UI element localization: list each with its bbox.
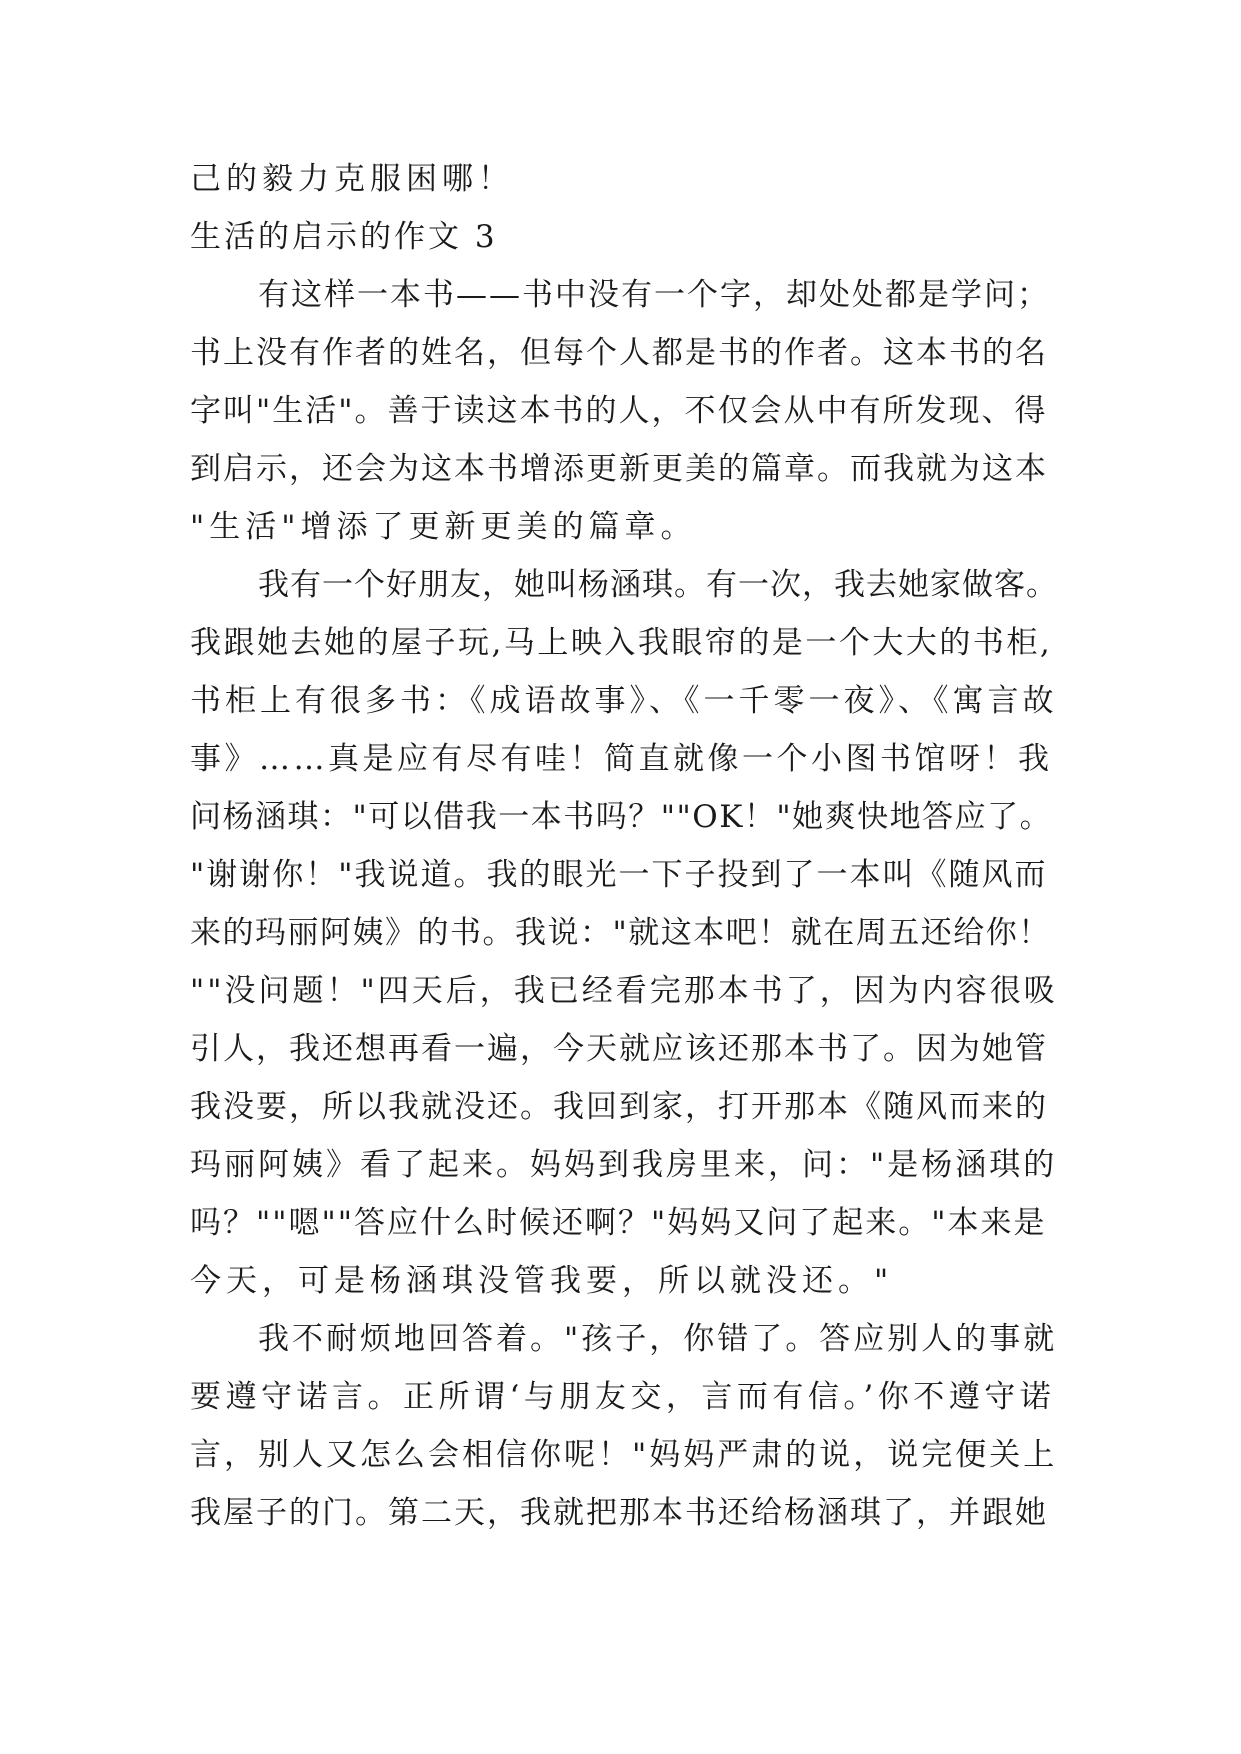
paragraph-line: 书上没有作者的姓名，但每个人都是书的作者。这本书的名 [190,335,1048,371]
paragraph-line: 来的玛丽阿姨》的书。我说："就这本吧！就在周五还给你！ [190,915,1051,951]
paragraph-line: 我没要，所以我就没还。我回到家，打开那本《随风而来的 [190,1089,1048,1125]
paragraph-2 [190,556,1060,1310]
essay-title: 生活的启示的作文 3 [190,219,498,255]
paragraph-line: 我屋子的门。第二天，我就把那本书还给杨涵琪了，并跟她 [190,1495,1048,1531]
paragraph-line: 要遵守诺言。正所谓‘与朋友交，言而有信。’你不遵守诺 [190,1379,1056,1415]
paragraph-line: 我不耐烦地回答着。"孩子，你错了。答应别人的事就 [258,1321,1058,1357]
paragraph-line: 引人，我还想再看一遍，今天就应该还那本书了。因为她管 [190,1031,1048,1067]
paragraph-3 [190,1310,1060,1542]
document-page [190,150,1060,1542]
paragraph-line: 吗？""嗯""答应什么时候还啊？"妈妈又问了起来。"本来是 [190,1205,1047,1241]
paragraph-line: 书柜上有很多书：《成语故事》、《一千零一夜》、《寓言故 [190,683,1058,719]
paragraph-line: 字叫"生活"。善于读这本书的人，不仅会从中有所发现、得 [190,393,1048,429]
paragraph-line: 我跟她去她的屋子玩,马上映入我眼帘的是一个大大的书柜, [190,625,1053,661]
paragraph-line: "生活"增添了更新更美的篇章。 [190,509,697,545]
paragraph-line: 问杨涵琪："可以借我一本书吗？""OK！"她爽快地答应了。 [190,799,1053,835]
paragraph-line: ""没问题！"四天后，我已经看完那本书了，因为内容很吸 [190,973,1058,1009]
paragraph-line: 玛丽阿姨》看了起来。妈妈到我房里来，问："是杨涵琪的 [190,1147,1058,1183]
carryover-line: 己的毅力克服困哪！ [190,161,514,197]
paragraph-line: "谢谢你！"我说道。我的眼光一下子投到了一本叫《随风而 [190,857,1048,893]
paragraph-1 [190,266,1060,556]
paragraph-line: 事》……真是应有尽有哇！简直就像一个小图书馆呀！我 [190,741,1053,777]
paragraph-line: 我有一个好朋友，她叫杨涵琪。有一次，我去她家做客。 [258,567,1058,603]
paragraph-line: 到启示，还会为这本书增添更新更美的篇章。而我就为这本 [190,451,1048,487]
paragraph-line: 言，别人又怎么会相信你呢！"妈妈严肃的说，说完便关上 [190,1437,1058,1473]
paragraph-line: 今天，可是杨涵琪没管我要，所以就没还。" [190,1263,894,1299]
paragraph-line: 有这样一本书——书中没有一个字，却处处都是学问； [258,277,1050,313]
